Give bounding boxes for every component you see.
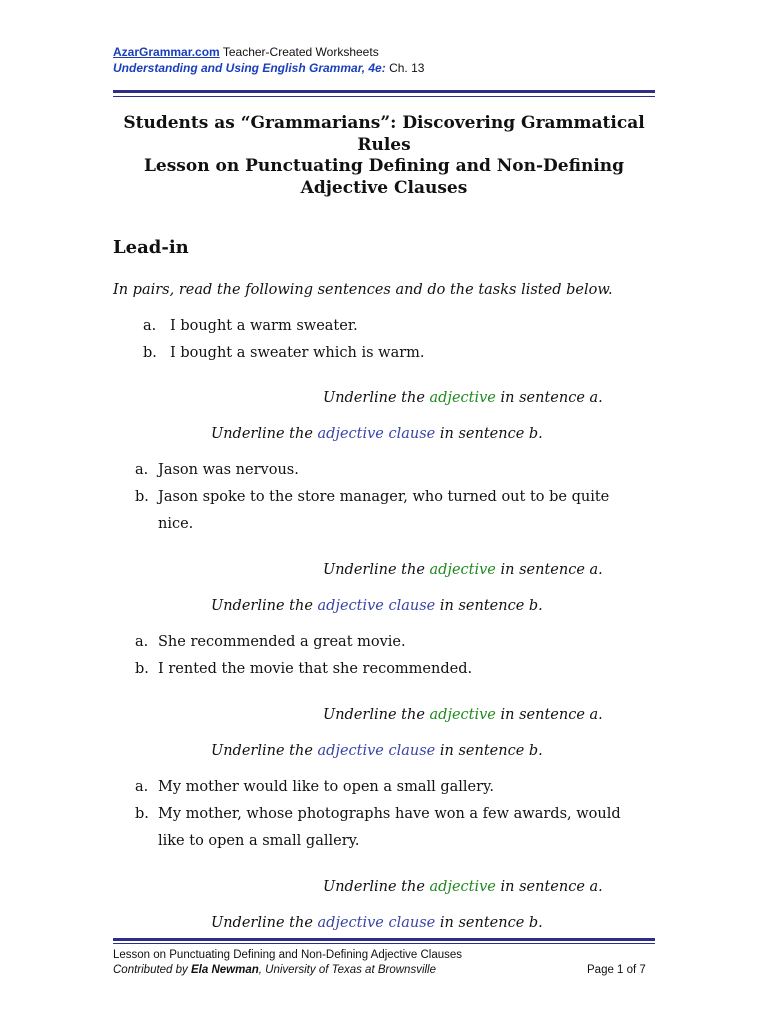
sentence-text: My mother, whose photographs have won a few awards, would — [158, 806, 621, 822]
sentence-text-continued: nice. — [158, 516, 194, 532]
title-line-3: Lesson on Punctuating Defining and Non-Defining — [143, 156, 625, 176]
section-heading: Lead-in — [113, 237, 189, 258]
header-tagline: Teacher-Created Worksheets — [222, 45, 379, 59]
title-line-1: Students as “Grammarians”: Discovering Grammatical — [123, 113, 645, 133]
header-line-2 — [113, 61, 424, 76]
sentence-text: Jason spoke to the store manager, who turned out to be quite — [158, 489, 610, 505]
term-adjective-clause: adjective clause — [317, 426, 436, 442]
footer-lesson-title: Lesson on Punctuating Defining and Non-Defining Adjective Clauses — [113, 949, 463, 961]
instruction-adjective-clause: Underline the adjective clause in sentence b. — [211, 915, 543, 931]
sentence-text: Jason was nervous. — [158, 462, 299, 478]
label-b: b. — [135, 806, 149, 822]
label-a: a. — [143, 318, 157, 334]
title-line-4: Adjective Clauses — [300, 177, 468, 198]
sentence-text: My mother would like to open a small gallery. — [158, 779, 494, 795]
instruction-adjective: Underline the adjective in sentence a. — [323, 562, 603, 578]
footer-rule-thick — [113, 938, 655, 941]
site-link[interactable]: AzarGrammar.com — [113, 45, 220, 59]
sentence-text: I bought a sweater which is warm. — [170, 345, 425, 361]
term-adjective: adjective — [429, 390, 496, 406]
label-b: b. — [135, 661, 149, 677]
footer-affiliation: , University of Texas at Brownsville — [258, 964, 437, 976]
chapter-label: Ch. 13 — [389, 61, 425, 75]
instruction-adjective: Underline the adjective in sentence a. — [323, 879, 603, 895]
page-title — [100, 113, 668, 199]
instruction-adjective: Underline the adjective in sentence a. — [323, 707, 603, 723]
sentence-text: She recommended a great movie. — [158, 634, 406, 650]
term-adjective-clause: adjective clause — [317, 598, 436, 614]
label-b: b. — [135, 489, 149, 505]
instruction-adjective-clause: Underline the adjective clause in sentence b. — [211, 743, 543, 759]
instruction-adjective: Underline the adjective in sentence a. — [323, 390, 603, 406]
label-a: a. — [135, 462, 149, 478]
term-adjective-clause: adjective clause — [317, 915, 436, 931]
header-line-1 — [113, 45, 379, 60]
label-b: b. — [143, 345, 157, 361]
sentence-text: I bought a warm sweater. — [170, 318, 358, 334]
title-line-2: Rules — [357, 134, 411, 155]
term-adjective: adjective — [429, 562, 496, 578]
header-rule-thick — [113, 90, 655, 93]
instruction-adjective-clause: Underline the adjective clause in sentence b. — [211, 598, 543, 614]
header-rule-thin — [113, 96, 655, 97]
footer-credit — [113, 963, 436, 977]
term-adjective-clause: adjective clause — [317, 743, 436, 759]
footer-author: Ela Newman — [191, 964, 259, 976]
instruction-adjective-clause: Underline the adjective clause in sentence b. — [211, 426, 543, 442]
sentence-text-continued: like to open a small gallery. — [158, 833, 360, 849]
intro-text: In pairs, read the following sentences and do the tasks listed below. — [113, 282, 613, 298]
book-title: Understanding and Using English Grammar, 4e: — [113, 61, 386, 75]
label-a: a. — [135, 634, 149, 650]
page-number: Page 1 of 7 — [587, 964, 646, 976]
term-adjective: adjective — [429, 879, 496, 895]
footer-contributed-by: Contributed by — [113, 964, 188, 976]
sentence-text: I rented the movie that she recommended. — [158, 661, 473, 677]
term-adjective: adjective — [429, 707, 496, 723]
label-a: a. — [135, 779, 149, 795]
footer-rule-thin — [113, 943, 655, 944]
